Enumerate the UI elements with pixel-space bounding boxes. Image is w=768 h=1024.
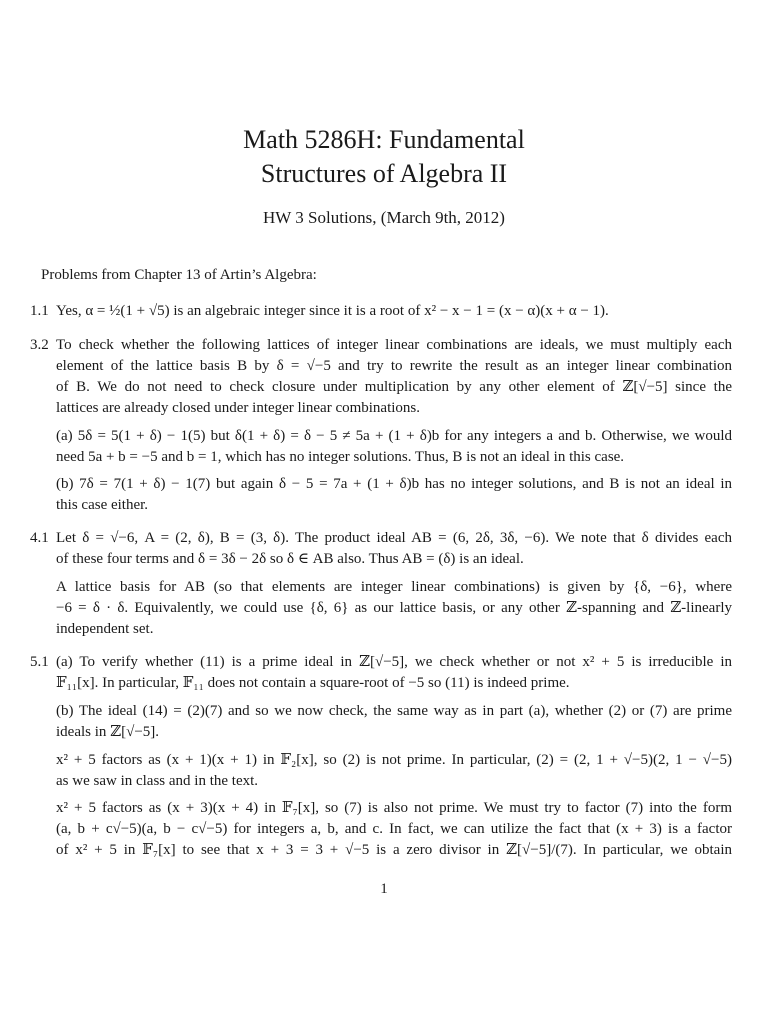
problem-line: (a) To verify whether (11) is a prime ideal in ℤ[√−5], we check whether or not x² + 5 is irreducible in xyxy=(56,654,732,670)
problem-line: 𝔽₁₁[x]. In particular, 𝔽₁₁ does not contain a square-root of −5 so (11) is indeed prime. xyxy=(56,675,570,691)
problem-line: x² + 5 factors as (x + 1)(x + 1) in 𝔽₂[x], so (2) is not prime. In particular, (2) = (2, 1 + √−5)(2, 1 − √−5) xyxy=(56,752,732,768)
problem-line: (a, b + c√−5)(a, b − c√−5) for integers a, b, and c. In fact, we can utilize the fact that (x + 3) is a factor xyxy=(56,821,732,837)
problem-number: 4.1 xyxy=(30,530,49,546)
problem-line: (b) 7δ = 7(1 + δ) − 1(7) but again δ − 5 = 7a + (1 + δ)b has no integer solutions, and B is not an ideal in xyxy=(56,476,732,492)
problem-line: (a) 5δ = 5(1 + δ) − 1(5) but δ(1 + δ) = δ − 5 ≠ 5a + (1 + δ)b for any integers a and b. Otherwise, we would xyxy=(56,428,732,444)
problem-number: 5.1 xyxy=(30,654,49,670)
problem-number: 1.1 xyxy=(30,303,49,319)
problem-line: of x² + 5 in 𝔽₇[x] to see that x + 3 = 3 + √−5 is a zero divisor in ℤ[√−5]/(7). In particular, we obtain xyxy=(56,842,732,858)
subtitle: HW 3 Solutions, (March 9th, 2012) xyxy=(263,208,505,227)
problem-line: −6 = δ · δ. Equivalently, we could use {δ, 6} as our lattice basis, or any other ℤ-spanning and ℤ-linearly xyxy=(56,600,732,616)
problem-line: x² + 5 factors as (x + 3)(x + 4) in 𝔽₇[x], so (7) is also not prime. We must try to factor (7) into the form xyxy=(56,800,732,816)
problem-line: Yes, α = ½(1 + √5) is an algebraic integer since it is a root of x² − x − 1 = (x − α)(x + α − 1). xyxy=(56,303,609,319)
problem-line: element of the lattice basis B by δ = √−5 and try to rewrite the result as an integer linear combination xyxy=(56,358,732,374)
problem-line: To check whether the following lattices of integer linear combinations are ideals, we must multiply each xyxy=(56,337,732,353)
problem-line: Let δ = √−6, A = (2, δ), B = (3, δ). The product ideal AB = (6, 2δ, 3δ, −6). We note that δ divides each xyxy=(56,530,732,546)
problem-line: ideals in ℤ[√−5]. xyxy=(56,724,160,740)
problem-line: lattices are already closed under integer linear combinations. xyxy=(56,400,421,416)
problem-line: independent set. xyxy=(56,621,154,637)
intro-text: Problems from Chapter 13 of Artin’s Algebra: xyxy=(41,267,317,283)
title-line-1: Math 5286H: Fundamental xyxy=(243,125,525,154)
problem-number: 3.2 xyxy=(30,337,49,353)
problem-line: this case either. xyxy=(56,497,149,513)
problem-line: of B. We do not need to check closure under multiplication by any other element of ℤ[√−5] since the xyxy=(56,379,732,395)
problem-line: of these four terms and δ = 3δ − 2δ so δ ∈ AB also. Thus AB = (δ) is an ideal. xyxy=(56,551,524,567)
title-line-2: Structures of Algebra II xyxy=(260,159,508,188)
problem-line: (b) The ideal (14) = (2)(7) and so we now check, the same way as in part (a), whether (2) or (7) are prime xyxy=(56,703,732,719)
problem-line: as we saw in class and in the text. xyxy=(56,773,259,789)
problem-line: A lattice basis for AB (so that elements are integer linear combinations) is given by {δ, −6}, where xyxy=(56,579,732,595)
problem-line: need 5a + b = −5 and b = 1, which has no integer solutions. Thus, B is not an ideal in this case. xyxy=(56,449,625,465)
page-number: 1 xyxy=(380,881,388,897)
